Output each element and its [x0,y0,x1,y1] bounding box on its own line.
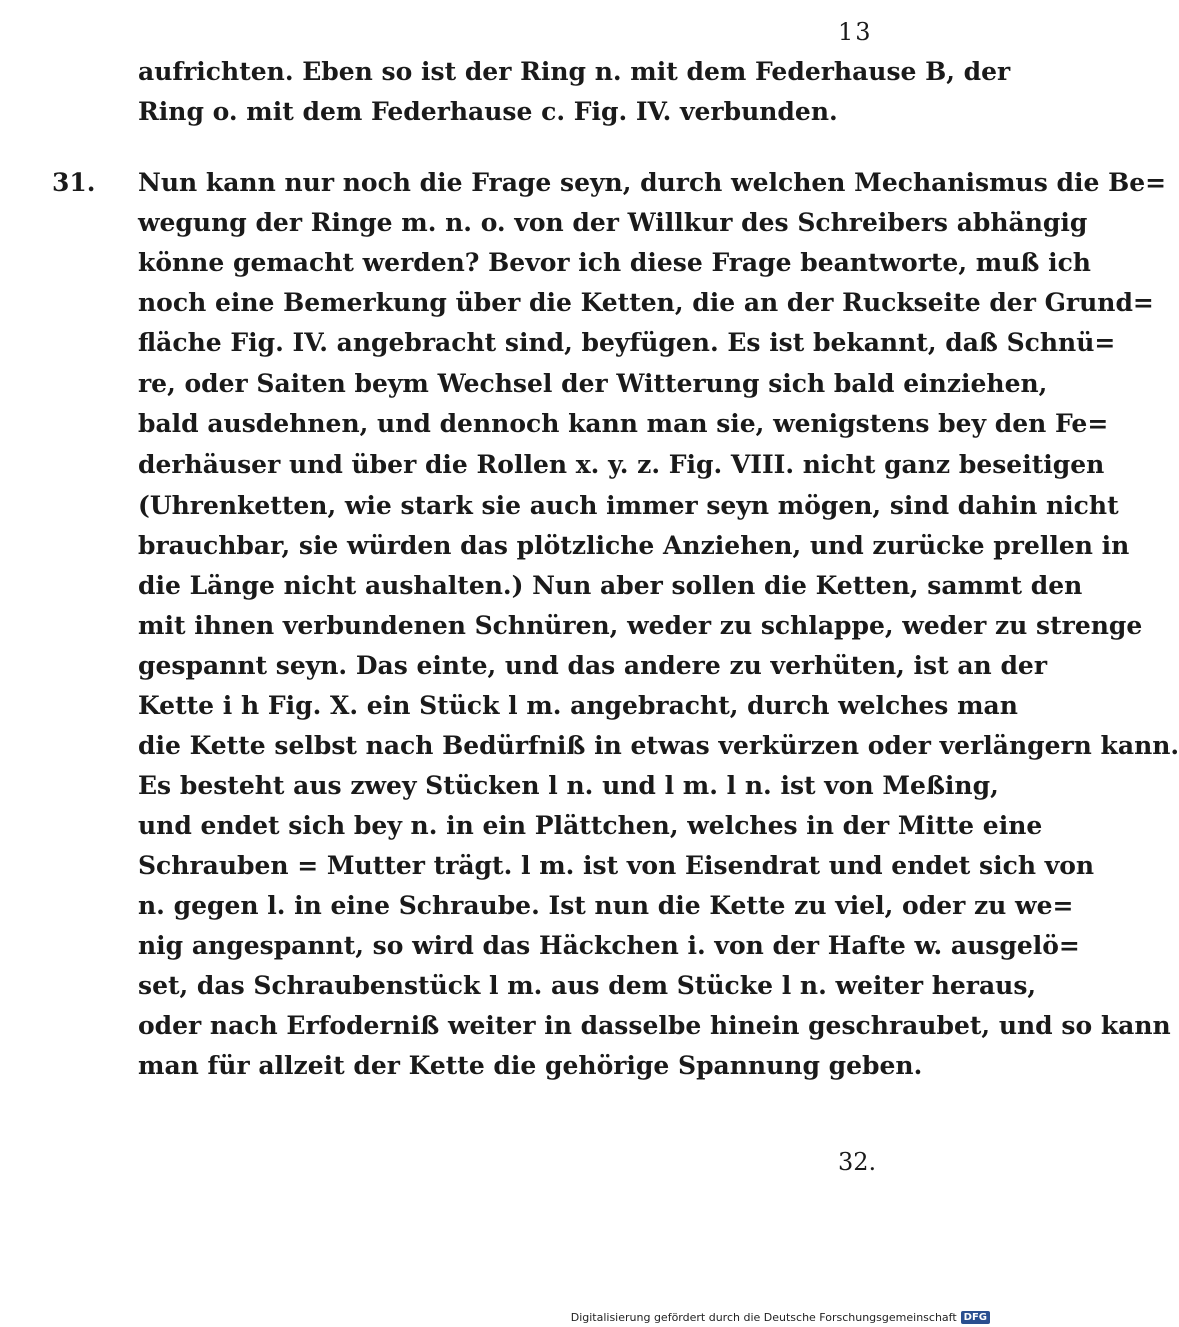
text-line: Ring o. mit dem Federhause c. Fig. IV. verbunden. [138,97,838,126]
digitization-footer [0,1307,1000,1327]
text-line: wegung der Ringe m. n. o. von der Willkur des Schreibers abhängig [138,208,1088,237]
text-line: bald ausdehnen, und dennoch kann man sie, wenigstens bey den Fe= [138,409,1109,438]
paragraph-number: 31. [52,168,96,197]
text-line: fläche Fig. IV. angebracht sind, beyfügen. Es ist bekannt, daß Schnü= [138,328,1116,357]
text-line: gespannt seyn. Das einte, und das andere zu verhüten, ist an der [138,651,1047,680]
text-line: Schrauben = Mutter trägt. l m. ist von Eisendrat und endet sich von [138,851,1095,880]
text-line: die Kette selbst nach Bedürfniß in etwas verkürzen oder verlängern kann. [138,731,1179,760]
text-line: brauchbar, sie würden das plötzliche Anziehen, und zurücke prellen in [138,531,1130,560]
catchword: 32. [838,1148,877,1176]
text-line: aufrichten. Eben so ist der Ring n. mit dem Federhause B, der [138,57,1011,86]
dfg-logo: DFG [961,1311,990,1324]
text-line: und endet sich bey n. in ein Plättchen, welches in der Mitte eine [138,811,1043,840]
page-number: 13 [838,18,873,46]
text-line: Es besteht aus zwey Stücken l n. und l m. l n. ist von Meßing, [138,771,999,800]
text-line: könne gemacht werden? Bevor ich diese Frage beantworte, muß ich [138,248,1091,277]
text-line: noch eine Bemerkung über die Ketten, die an der Ruckseite der Grund= [138,288,1154,317]
text-line: Nun kann nur noch die Frage seyn, durch welchen Mechanismus die Be= [138,168,1167,197]
text-line: re, oder Saiten beym Wechsel der Witterung sich bald einziehen, [138,369,1048,398]
text-line: Kette i h Fig. X. ein Stück l m. angebracht, durch welches man [138,691,1018,720]
text-line: oder nach Erfoderniß weiter in dasselbe hinein geschraubet, und so kann [138,1011,1171,1040]
text-line: (Uhrenketten, wie stark sie auch immer seyn mögen, sind dahin nicht [138,491,1119,520]
text-line: set, das Schraubenstück l m. aus dem Stücke l n. weiter heraus, [138,971,1037,1000]
text-line: nig angespannt, so wird das Häckchen i. von der Hafte w. ausgelö= [138,931,1080,960]
text-line: derhäuser und über die Rollen x. y. z. Fig. VIII. nicht ganz beseitigen [138,450,1105,479]
text-line: mit ihnen verbundenen Schnüren, weder zu schlappe, weder zu strenge [138,611,1143,640]
text-line: n. gegen l. in eine Schraube. Ist nun die Kette zu viel, oder zu we= [138,891,1074,920]
text-line: die Länge nicht aushalten.) Nun aber sollen die Ketten, sammt den [138,571,1083,600]
footer-text: Digitalisierung gefördert durch die Deutsche Forschungsgemeinschaft [570,1310,957,1324]
text-line: man für allzeit der Kette die gehörige Spannung geben. [138,1051,923,1080]
